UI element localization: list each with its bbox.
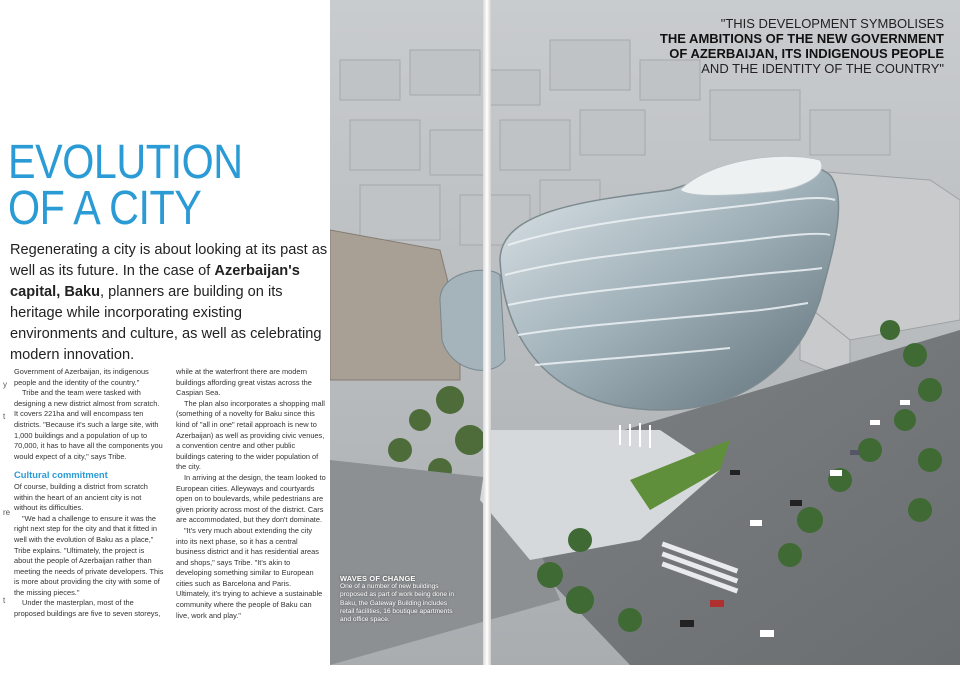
edge-mark: t <box>3 596 6 605</box>
paragraph: Under the masterplan, most of the proposed buildings are five to seven storeys, <box>14 598 161 619</box>
article-title <box>8 136 283 235</box>
article-lede <box>10 240 330 366</box>
title-line: OF A CITY <box>8 182 202 235</box>
left-page <box>0 0 330 681</box>
paragraph: The plan also incorporates a shopping mall (something of a novelty for Baku since this kind of "all in one" retail approach is new to Azerbaijan) as well as providing civic venues, a convention centre and other public buildings catering to the wider population of the city. <box>176 398 325 472</box>
paragraph: Government of Azerbaijan, its indigenous people and the identity of the country." <box>14 367 149 387</box>
pull-quote <box>624 16 944 76</box>
body-column-2 <box>176 367 326 621</box>
caption-title: WAVES OF CHANGE <box>340 574 416 583</box>
lede-text: , planners are building on its heritage while incorporating existing environments and culture, as well as celebrating modern innovation. <box>10 284 322 363</box>
paragraph: "We had a challenge to ensure it was the right next step for the city and that it fitted in well with the evolution of Baku as a place," Tribe explains. "Ultimately, the project is about the people of Azerbaijan rather than meeting the needs of private developers. This is more about providing the city with some of the missing pieces." <box>14 513 164 597</box>
subheading: Cultural commitment <box>14 469 108 481</box>
edge-mark: re <box>3 508 11 517</box>
city-rendering-illustration <box>330 0 960 665</box>
paragraph: "It's very much about extending the city into its next phase, so it has a central business district and it has residential areas and shops," says Tribe. "It's akin to developing something similar to European cities such as Barcelona and Paris. Ultimately, it's trying to achieve a sustainable community where the people of Baku can live, work and play." <box>176 525 323 620</box>
photo-caption <box>340 575 460 624</box>
quote-line: "THIS DEVELOPMENT SYMBOLISES <box>720 16 944 31</box>
architectural-rendering <box>330 0 960 665</box>
edge-marks <box>0 368 14 608</box>
quote-line: OF AZERBAIJAN, ITS INDIGENOUS PEOPLE <box>669 46 944 61</box>
edge-mark: y <box>3 380 7 389</box>
caption-body: One of a number of new buildings proposed as part of work being done in Baku, the Gateway Building includes retail facilities, 16 boutique apartments and office space. <box>340 583 454 624</box>
paragraph: Of course, building a district from scratch within the heart of an ancient city is not without its difficulties. <box>14 481 148 513</box>
body-column-1 <box>14 367 164 620</box>
paragraph: Tribe and the team were tasked with designing a new district almost from scratch. It covers 221ha and will encompass ten districts. "Because it's such a large site, with 1,000 buildings and a population of up to 70,000, it has to have all the components you would expect of a city," says Tribe. <box>14 388 163 461</box>
title-line: EVOLUTION <box>8 136 243 189</box>
page-gutter <box>483 0 491 681</box>
lede-text: Regenerating a city is about looking at its past as well as its future. In the case of <box>10 242 328 279</box>
paragraph: while at the waterfront there are modern buildings affording great vistas across the Caspian Sea. <box>176 367 312 398</box>
paragraph: In arriving at the design, the team looked to European cities. Alleyways and courtyards open on to boulevards, while pedestrians are given priority across most of the district. Cars are accommodated, but they don't dominate. <box>176 472 326 525</box>
lede-bold: Azerbaijan's capital, Baku <box>10 263 300 300</box>
edge-mark: t <box>3 412 6 421</box>
quote-line: THE AMBITIONS OF THE NEW GOVERNMENT <box>659 31 944 46</box>
bottom-margin <box>0 665 960 681</box>
quote-line: AND THE IDENTITY OF THE COUNTRY" <box>701 61 944 76</box>
